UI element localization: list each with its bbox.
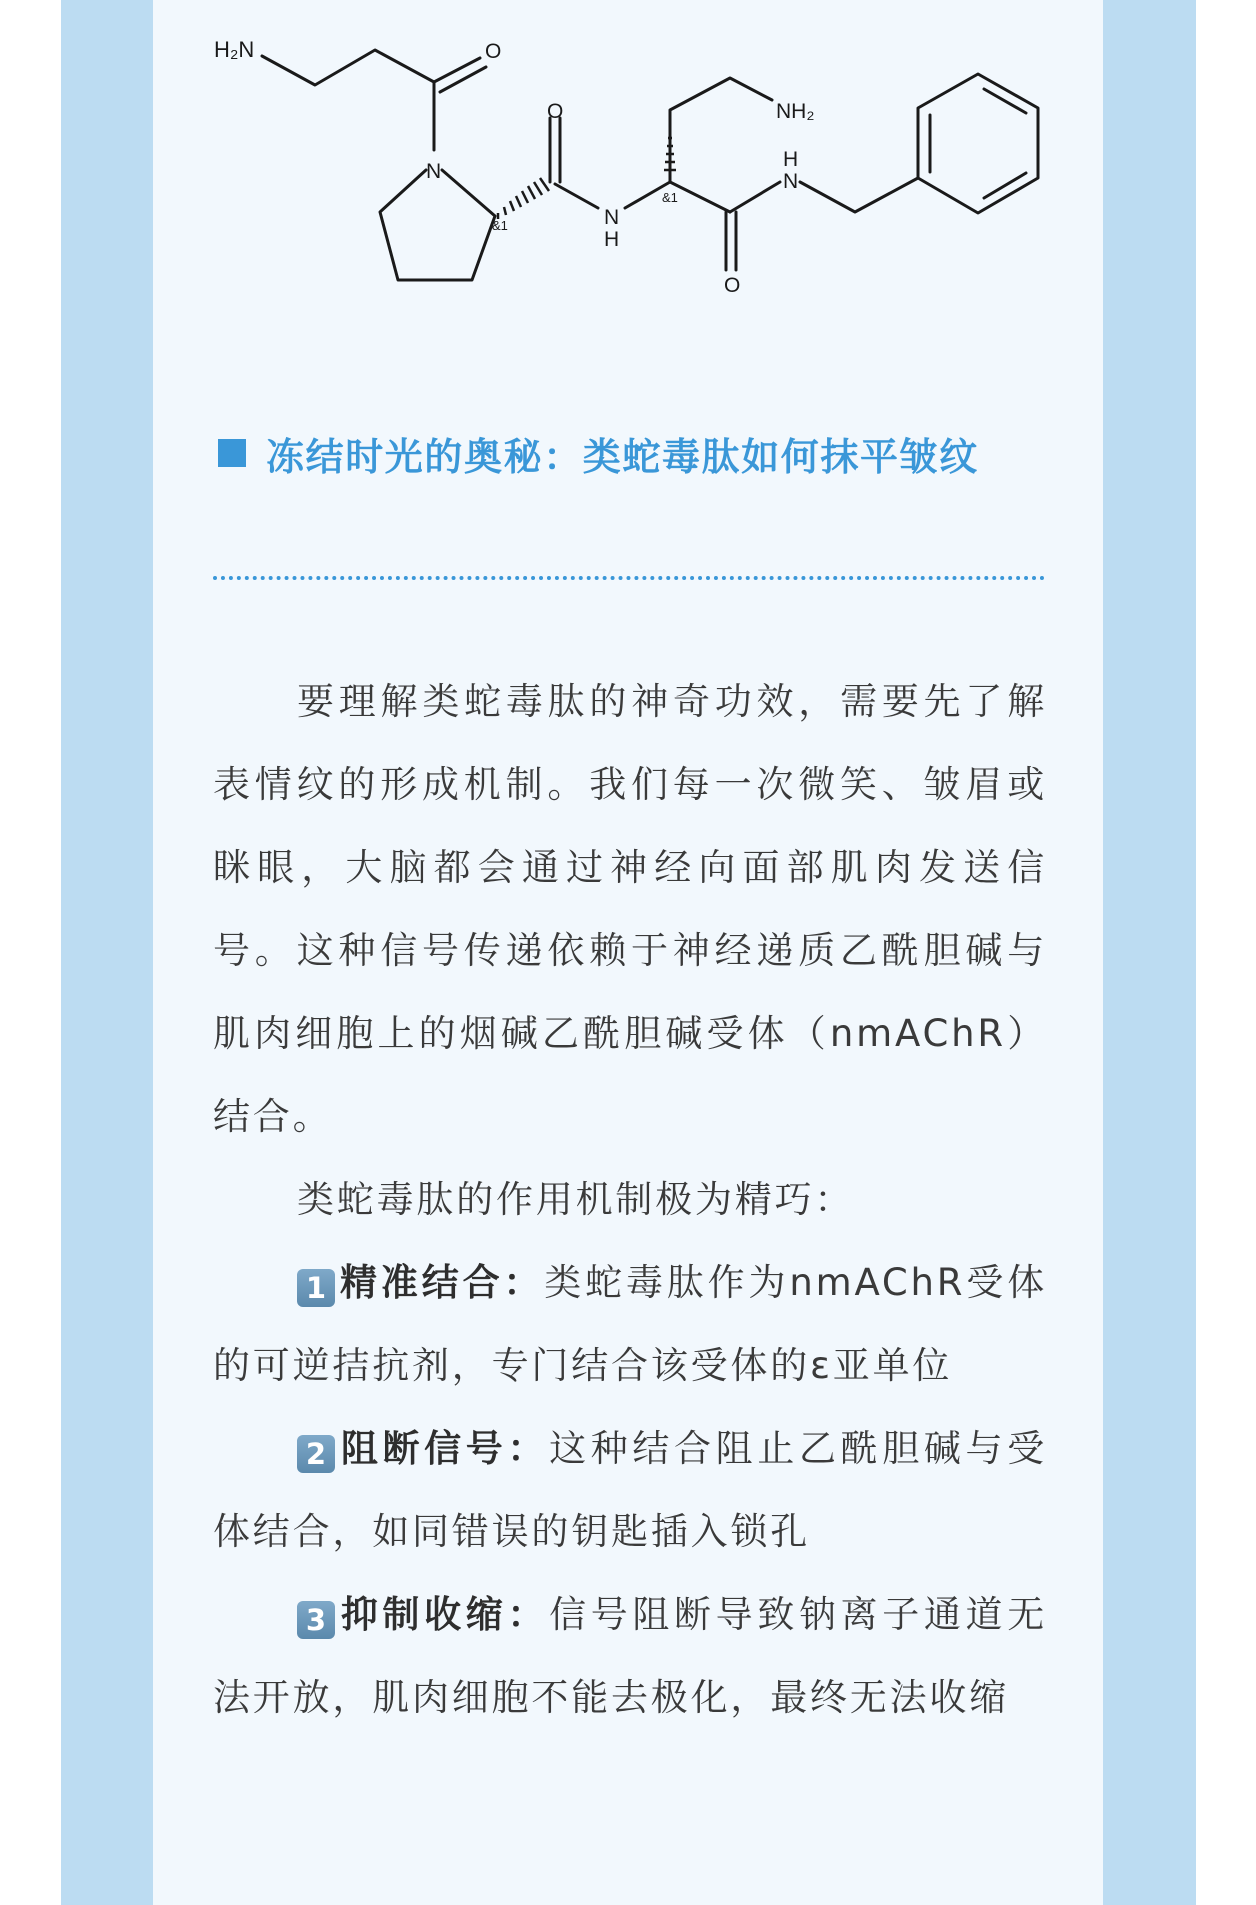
mechanism-item-1 bbox=[213, 1241, 1047, 1407]
section-heading bbox=[218, 423, 1058, 483]
article-body bbox=[213, 660, 1047, 1739]
amide2-nitrogen-label: N bbox=[783, 170, 799, 193]
mechanism-item-3 bbox=[213, 1573, 1047, 1739]
amide-nitrogen-label: N bbox=[604, 206, 620, 229]
mechanism-item-3-text: 信号阻断导致钠离子通道无法开放，肌肉细胞不能去极化，最终无法收缩 bbox=[213, 1593, 1048, 1719]
section-heading-text: 冻结时光的奥秘：类蛇毒肽如何抹平皱纹 bbox=[266, 434, 979, 479]
amide2-hydrogen-label: H bbox=[783, 148, 799, 171]
mechanism-item-1-text: 类蛇毒肽作为nmAChR受体的可逆拮抗剂，专门结合该受体的ε亚单位 bbox=[213, 1261, 1047, 1387]
stereo-mark-chain: &1 bbox=[662, 190, 678, 205]
mechanism-item-2 bbox=[213, 1407, 1047, 1573]
mechanism-item-3-title: 抑制收缩： bbox=[339, 1593, 550, 1636]
number-1-icon: 1 bbox=[297, 1269, 335, 1307]
intro-paragraph: 要理解类蛇毒肽的神奇功效，需要先了解表情纹的形成机制。我们每一次微笑、皱眉或眯眼，大脑都会通过神经向面部肌肉发送信号。这种信号传递依赖于神经递质乙酰胆碱与肌肉细胞上的烟碱乙酰胆碱受体（nmAChR）结合。 bbox=[213, 680, 1047, 1138]
stereo-mark-ring: &1 bbox=[492, 218, 508, 233]
square-bullet-icon bbox=[218, 439, 246, 467]
ring-nitrogen-label: N bbox=[426, 160, 442, 183]
left-frame-border bbox=[61, 0, 153, 1905]
number-2-icon: 2 bbox=[297, 1435, 335, 1473]
number-3-icon: 3 bbox=[297, 1601, 335, 1639]
molecule-atom-labels bbox=[214, 37, 814, 297]
oxygen-label-top: O bbox=[485, 40, 502, 63]
amine-right-label: NH₂ bbox=[776, 100, 815, 123]
mechanism-item-2-title: 阻断信号： bbox=[339, 1427, 550, 1470]
oxygen-label-bottom: O bbox=[724, 274, 741, 297]
mechanism-intro-paragraph: 类蛇毒肽的作用机制极为精巧： bbox=[297, 1178, 855, 1221]
amide-hydrogen-label: H bbox=[604, 228, 620, 251]
right-frame-border bbox=[1103, 0, 1196, 1905]
dotted-divider bbox=[213, 576, 1045, 580]
oxygen-label-amide: O bbox=[547, 100, 564, 123]
amine-left-label: H₂N bbox=[214, 37, 255, 62]
mechanism-item-2-text: 这种结合阻止乙酰胆碱与受体结合，如同错误的钥匙插入锁孔 bbox=[213, 1427, 1048, 1553]
molecule-structure-diagram bbox=[205, 20, 1055, 310]
mechanism-item-1-title: 精准结合： bbox=[339, 1261, 545, 1304]
